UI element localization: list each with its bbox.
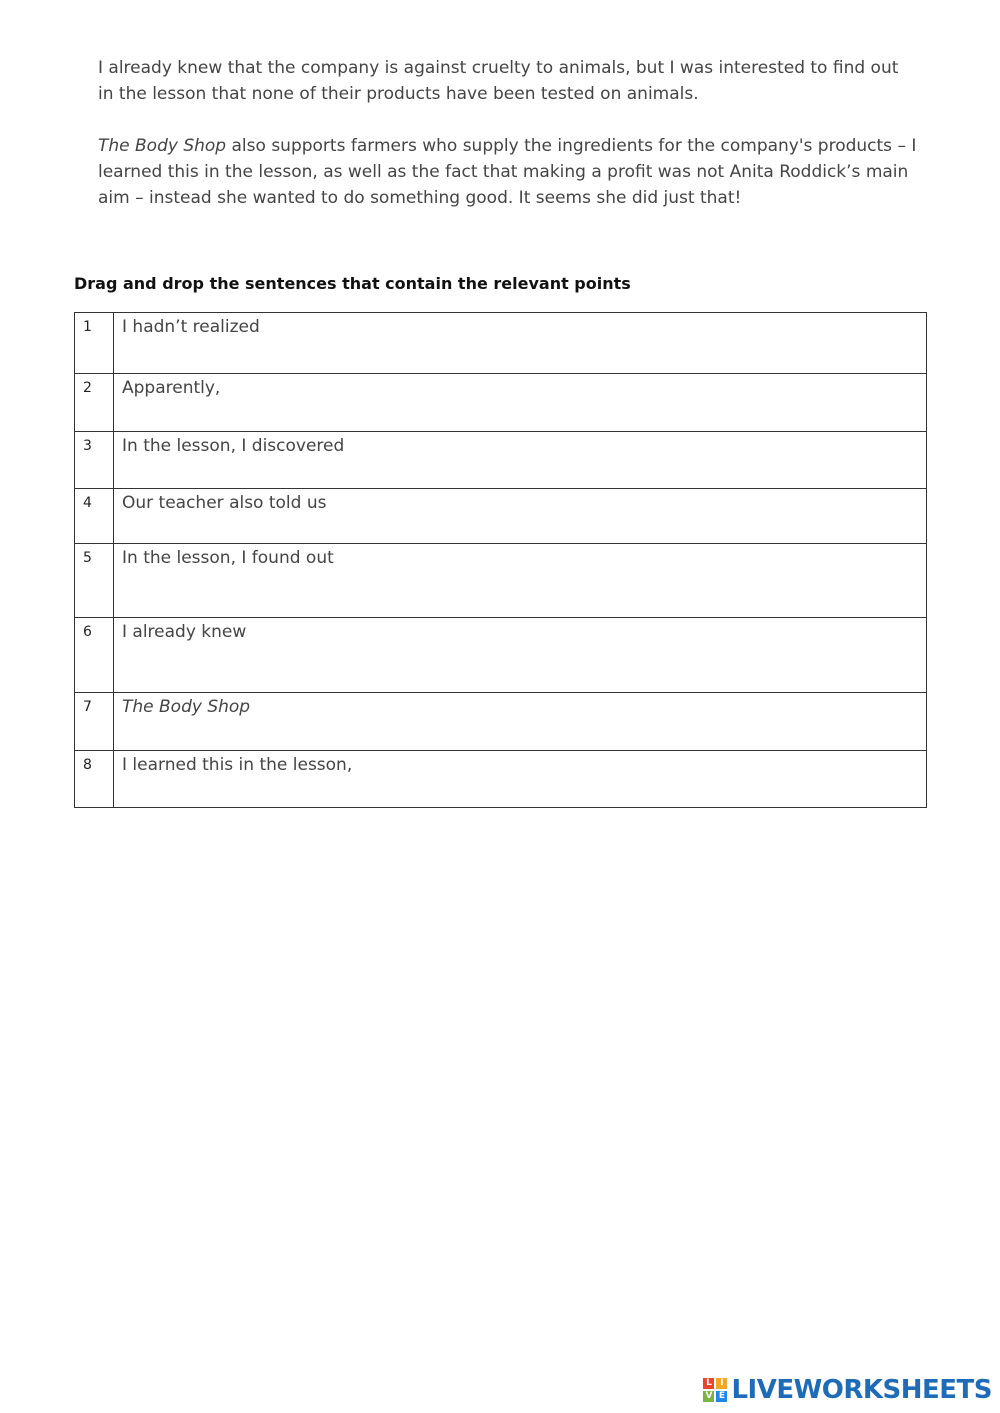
drop-zone[interactable]: In the lesson, I found out bbox=[114, 544, 927, 618]
row-number: 8 bbox=[75, 751, 114, 808]
logo-icon-e: E bbox=[716, 1391, 727, 1402]
row-number: 6 bbox=[75, 618, 114, 693]
drop-zone[interactable]: In the lesson, I discovered bbox=[114, 432, 927, 489]
table-row bbox=[75, 313, 927, 374]
table-row bbox=[75, 489, 927, 544]
logo-icon bbox=[703, 1378, 727, 1402]
passage-paragraph-1: I already knew that the company is against cruelty to animals, but I was interested to find out in the lesson that none of their products have been tested on animals. bbox=[98, 58, 899, 104]
table-row bbox=[75, 374, 927, 432]
liveworksheets-logo bbox=[703, 1373, 992, 1407]
drop-zone[interactable]: I already knew bbox=[114, 618, 927, 693]
drop-zone[interactable]: Our teacher also told us bbox=[114, 489, 927, 544]
relevant-points-table bbox=[74, 312, 927, 808]
drop-zone[interactable]: The Body Shop bbox=[114, 693, 927, 751]
passage-paragraph-2-text: also supports farmers who supply the ingredients for the company's products – I learned this in the lesson, as well as the fact that making a profit was not Anita Roddick’s main aim – instead she wanted to do something good. It seems she did just that! bbox=[98, 136, 917, 208]
row-number: 7 bbox=[75, 693, 114, 751]
drop-zone[interactable]: Apparently, bbox=[114, 374, 927, 432]
row-number: 5 bbox=[75, 544, 114, 618]
logo-icon-l: L bbox=[703, 1378, 714, 1389]
reading-passage bbox=[98, 55, 918, 237]
table-row bbox=[75, 544, 927, 618]
table-row bbox=[75, 432, 927, 489]
table-row bbox=[75, 618, 927, 693]
row-number: 4 bbox=[75, 489, 114, 544]
logo-icon-i: I bbox=[716, 1378, 727, 1389]
passage-paragraph-2 bbox=[98, 133, 918, 211]
drop-zone[interactable]: I hadn’t realized bbox=[114, 313, 927, 374]
row-number: 3 bbox=[75, 432, 114, 489]
logo-text: LIVEWORKSHEETS bbox=[731, 1375, 992, 1405]
row-number: 2 bbox=[75, 374, 114, 432]
table-row bbox=[75, 693, 927, 751]
row-number: 1 bbox=[75, 313, 114, 374]
company-name: The Body Shop bbox=[98, 136, 227, 156]
instruction-heading: Drag and drop the sentences that contain the relevant points bbox=[74, 274, 631, 293]
logo-icon-v: V bbox=[703, 1391, 714, 1402]
drop-zone[interactable]: I learned this in the lesson, bbox=[114, 751, 927, 808]
table-row bbox=[75, 751, 927, 808]
